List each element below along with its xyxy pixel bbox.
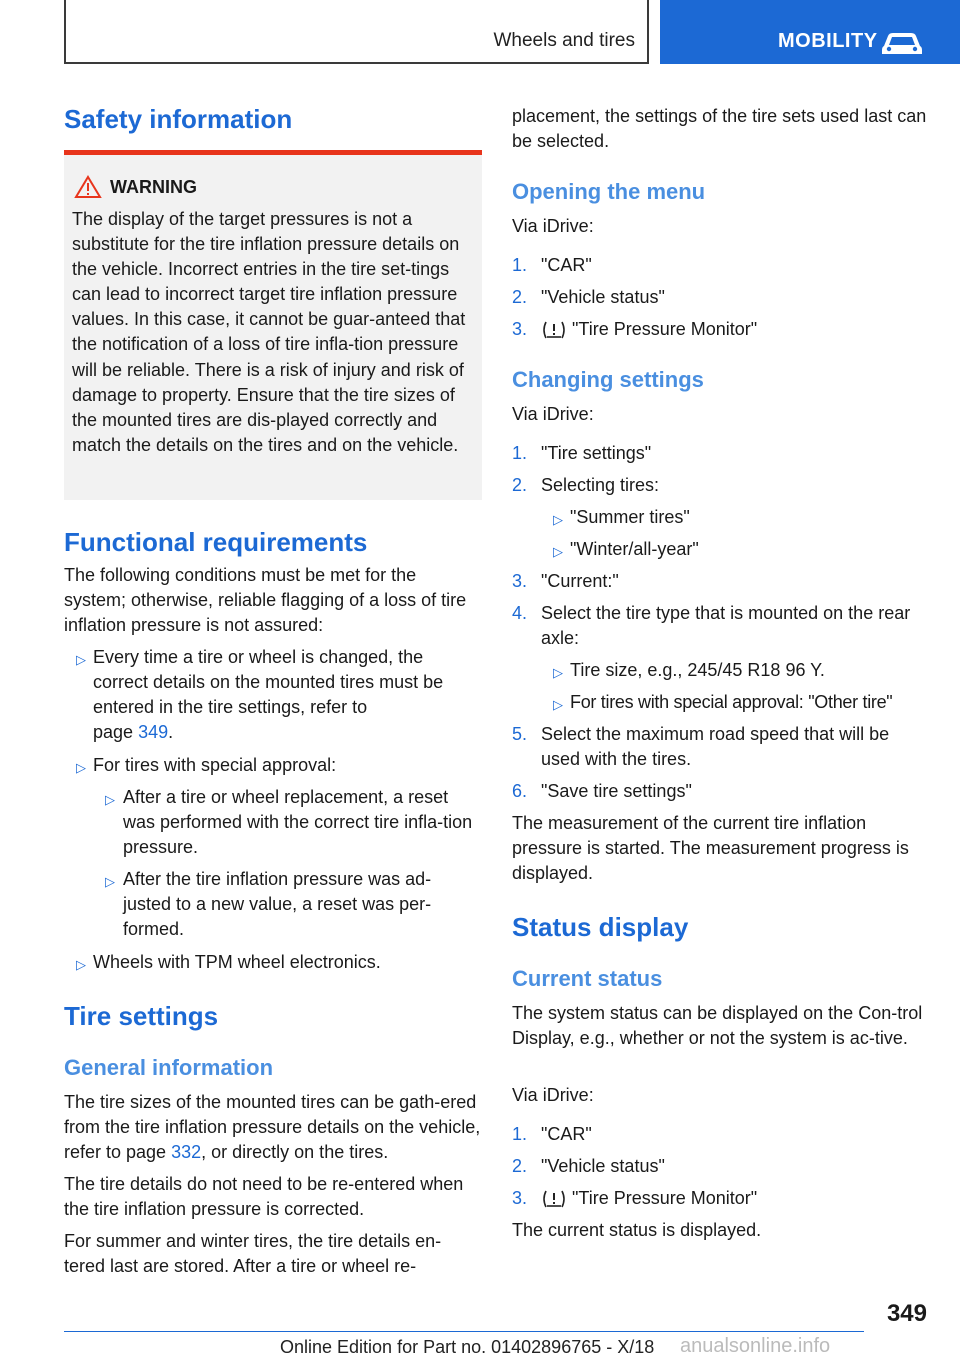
warning-label: WARNING <box>110 177 197 197</box>
heading-current-status: Current status <box>512 966 663 991</box>
change-step-1: "Tire settings" <box>541 443 652 463</box>
open-step-1: "CAR" <box>541 255 592 275</box>
step-number: 1. <box>512 255 528 275</box>
step-number: 2. <box>512 475 528 495</box>
chapter-title: Wheels and tires <box>493 30 635 51</box>
status-step-3: "Tire Pressure Monitor" <box>572 1188 758 1208</box>
page-link-349[interactable]: 349 <box>138 722 169 742</box>
heading-tire-settings: Tire settings <box>64 1001 219 1031</box>
via-idrive-3: Via iDrive: <box>512 1085 594 1105</box>
page-number: 349 <box>886 1300 927 1327</box>
warning-box <box>64 150 482 500</box>
list-item <box>512 1122 932 1147</box>
step-number: 2. <box>512 1156 528 1176</box>
change-step-4: Select the tire type that is mounted on the rear axle: <box>541 603 911 648</box>
step-number: 2. <box>512 287 528 307</box>
tire-pressure-warning-icon <box>541 320 567 340</box>
general-p1-end: , or directly on the tires. <box>201 1142 389 1162</box>
change-step-5: Select the maximum road speed that will be used with the tires. <box>541 724 890 769</box>
func-item3-text: Wheels with TPM wheel electronics. <box>93 952 381 972</box>
footer-divider <box>64 1331 864 1332</box>
func-sub1-text: After a tire or wheel replacement, a reset was performed with the correct tire infla-tion pressure. <box>123 787 473 857</box>
via-idrive-2: Via iDrive: <box>512 404 594 424</box>
list-item <box>64 645 482 745</box>
func-item1-page: page <box>93 722 134 742</box>
heading-general-information: General information <box>64 1055 274 1080</box>
step-number: 3. <box>512 319 528 339</box>
heading-functional-requirements: Functional requirements <box>64 527 368 557</box>
list-item <box>512 253 932 278</box>
header-title-box <box>64 0 649 64</box>
triangle-bullet-icon: ▷ <box>76 760 86 775</box>
warning-text: The display of the target pressures is not a substitute for the tire inflation pressure details on the vehicle. Incorrect entries in the tire set-tings can lead to incorrect target tire inflation pressure values. In this case, it cannot be guar-anteed that the notification of a loss of tire infla-tion pressure will be reliable. There is a risk of injury and risk of damage to property. Ensure that the tire sizes of the mounted tires are dis-played correctly and match the details on the tires and on the vehicle. <box>72 209 466 455</box>
change-step-6: "Save tire settings" <box>541 781 692 801</box>
general-paragraph-2: The tire details do not need to be re-entered when the tire inflation pressure is corrected. <box>64 1174 464 1219</box>
footer-edition: Online Edition for Part no. 01402896765 - X/18 <box>280 1337 655 1357</box>
step-number: 6. <box>512 781 528 801</box>
list-item <box>541 658 932 683</box>
change-step-3: "Current:" <box>541 571 619 591</box>
triangle-bullet-icon: ▷ <box>553 544 563 559</box>
heading-status-display: Status display <box>512 912 689 942</box>
list-item <box>512 779 932 804</box>
list-item <box>512 285 932 310</box>
triangle-bullet-icon: ▷ <box>76 652 86 667</box>
step-number: 1. <box>512 443 528 463</box>
warning-triangle-icon <box>74 175 102 199</box>
change-step-2: Selecting tires: <box>541 475 660 495</box>
watermark: anualsonline.info <box>680 1335 831 1357</box>
page-link-332[interactable]: 332 <box>171 1142 202 1162</box>
step-number: 3. <box>512 571 528 591</box>
heading-safety-information: Safety information <box>64 104 293 134</box>
list-item <box>541 690 932 715</box>
list-item <box>512 1154 932 1179</box>
list-item <box>512 317 932 342</box>
func-item1-text: Every time a tire or wheel is changed, the correct details on the mounted tires must be entered in the tire settings, refer to <box>93 647 444 717</box>
continued-text: placement, the settings of the tire sets used last can be selected. <box>512 106 927 151</box>
list-item <box>512 1186 932 1211</box>
triangle-bullet-icon: ▷ <box>105 874 115 889</box>
change-step-4-sub-1: Tire size, e.g., 245/45 R18 96 Y. <box>570 660 825 680</box>
list-item <box>541 537 931 562</box>
list-item <box>512 441 932 466</box>
car-icon <box>880 30 924 56</box>
list-item <box>512 569 932 594</box>
list-item <box>512 722 932 772</box>
tire-pressure-warning-icon <box>541 1189 567 1209</box>
step-number: 3. <box>512 1188 528 1208</box>
general-p1-text: The tire sizes of the mounted tires can be gath-ered from the tire inflation pressure details on the vehicle, refer to page <box>64 1092 481 1162</box>
triangle-bullet-icon: ▷ <box>105 792 115 807</box>
functional-intro: The following conditions must be met for the system; otherwise, reliable flagging of a loss of tire inflation pressure is not assured: <box>64 565 467 635</box>
status-end-text: The current status is displayed. <box>512 1220 762 1240</box>
list-item <box>93 867 473 942</box>
measurement-text: The measurement of the current tire inflation pressure is started. The measurement progress is displayed. <box>512 813 909 883</box>
triangle-bullet-icon: ▷ <box>76 957 86 972</box>
change-step-2-sub-1: "Summer tires" <box>570 507 690 527</box>
list-item <box>93 785 473 860</box>
step-number: 1. <box>512 1124 528 1144</box>
mobility-tab-label: MOBILITY <box>778 30 878 52</box>
heading-changing-settings: Changing settings <box>512 367 704 392</box>
triangle-bullet-icon: ▷ <box>553 512 563 527</box>
list-item <box>512 601 932 651</box>
change-step-2-sub-2: "Winter/all-year" <box>570 539 699 559</box>
triangle-bullet-icon: ▷ <box>553 665 563 680</box>
general-paragraph-3: For summer and winter tires, the tire details en-tered last are stored. After a tire or wheel re- <box>64 1231 442 1276</box>
heading-opening-the-menu: Opening the menu <box>512 179 706 204</box>
current-status-text: The system status can be displayed on the Con-trol Display, e.g., whether or not the system is ac-tive. <box>512 1003 923 1048</box>
status-step-1: "CAR" <box>541 1124 592 1144</box>
via-idrive-1: Via iDrive: <box>512 216 594 236</box>
list-item <box>541 505 931 530</box>
status-step-2: "Vehicle status" <box>541 1156 665 1176</box>
change-step-4-sub-2: For tires with special approval: "Other tire" <box>570 692 893 712</box>
list-item <box>64 950 482 975</box>
list-item <box>512 473 932 498</box>
step-number: 5. <box>512 724 528 744</box>
func-sub2-text: After the tire inflation pressure was ad-justed to a new value, a reset was per-formed. <box>123 869 432 939</box>
open-step-3: "Tire Pressure Monitor" <box>572 319 758 339</box>
func-item2-text: For tires with special approval: <box>93 755 337 775</box>
general-paragraph-1 <box>64 1090 482 1165</box>
open-step-2: "Vehicle status" <box>541 287 665 307</box>
mobility-tab[interactable] <box>660 0 960 64</box>
list-item <box>64 753 482 778</box>
triangle-bullet-icon: ▷ <box>553 697 563 712</box>
step-number: 4. <box>512 603 528 623</box>
func-item1-end: . <box>168 722 174 742</box>
